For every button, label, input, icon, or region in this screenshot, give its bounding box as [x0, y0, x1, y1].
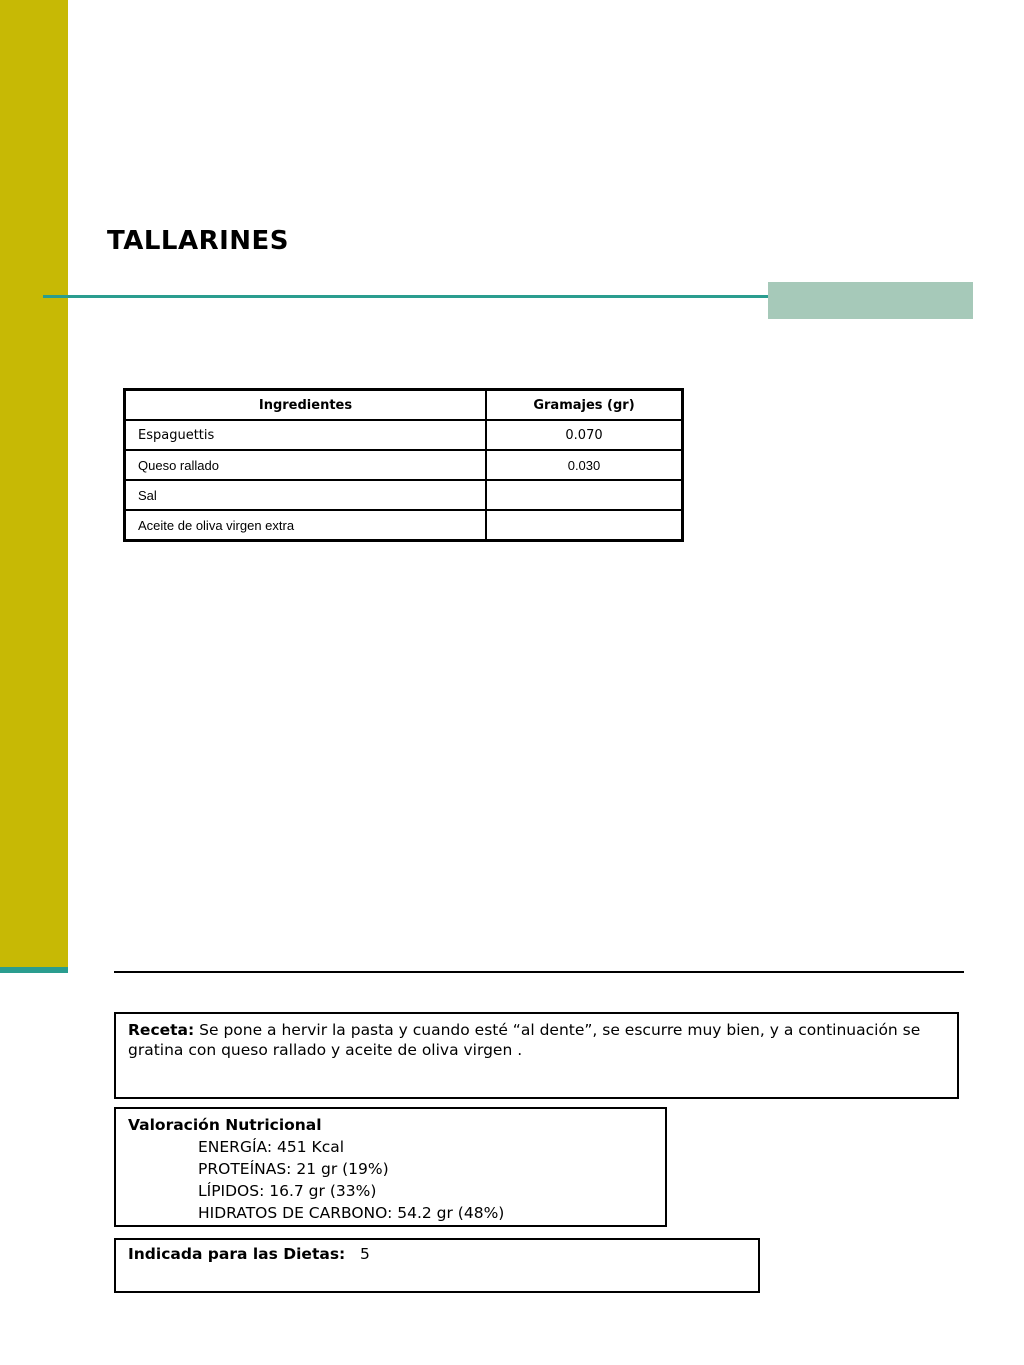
nutrition-carbs: HIDRATOS DE CARBONO: 54.2 gr (48%) — [198, 1204, 505, 1222]
ingredient-cell: Espaguettis — [125, 420, 487, 450]
ingredient-cell: Sal — [125, 480, 487, 510]
diets-label: Indicada para las Dietas: — [128, 1245, 346, 1263]
nutrition-label: Valoración Nutricional — [128, 1116, 322, 1134]
table-row — [125, 510, 683, 541]
grams-cell — [486, 480, 683, 510]
nutrition-box — [114, 1107, 667, 1227]
title-accent-block — [768, 282, 973, 319]
header-ingredients: Ingredientes — [125, 390, 487, 421]
nutrition-energy: ENERGÍA: 451 Kcal — [198, 1138, 345, 1156]
grams-cell — [486, 510, 683, 541]
page-title: TALLARINES — [107, 226, 290, 256]
nutrition-lipids: LÍPIDOS: 16.7 gr (33%) — [198, 1182, 377, 1200]
recipe-label: Receta: — [128, 1021, 195, 1039]
recipe-box — [114, 1012, 959, 1099]
table-row — [125, 420, 683, 450]
ingredients-table — [123, 388, 684, 542]
ingredient-cell: Queso rallado — [125, 450, 487, 480]
grams-cell: 0.070 — [486, 420, 683, 450]
side-accent-bar — [0, 0, 68, 968]
diets-box — [114, 1238, 760, 1293]
table-row — [125, 450, 683, 480]
table-header-row — [125, 390, 683, 421]
diets-value: 5 — [360, 1245, 370, 1263]
nutrition-proteins: PROTEÍNAS: 21 gr (19%) — [198, 1160, 389, 1178]
section-divider — [114, 971, 964, 973]
table-row — [125, 480, 683, 510]
recipe-text: Se pone a hervir la pasta y cuando esté “al dente”, se escurre muy bien, y a continuación se gratina con queso rallado y aceite de oliva virgen . — [128, 1021, 921, 1059]
grams-cell: 0.030 — [486, 450, 683, 480]
ingredient-cell: Aceite de oliva virgen extra — [125, 510, 487, 541]
side-accent-bar-base — [0, 967, 68, 973]
header-grams: Gramajes (gr) — [486, 390, 683, 421]
